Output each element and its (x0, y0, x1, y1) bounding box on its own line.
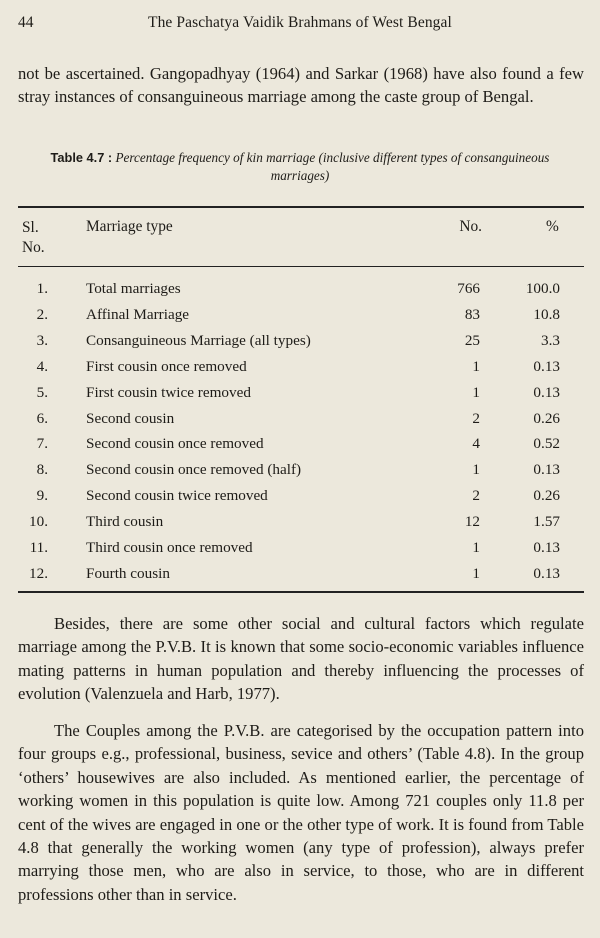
cell-sl: 8. (36, 461, 48, 479)
cell-number: 2 (472, 409, 480, 427)
table-caption-label: Table 4.7 : (50, 150, 113, 165)
cell-percent: 1.57 (533, 513, 560, 531)
table-row (18, 384, 584, 404)
table-header-rule (18, 266, 584, 267)
header-marriage-type: Marriage type (86, 218, 173, 235)
cell-percent: 0.52 (533, 435, 560, 453)
cell-number: 83 (464, 305, 480, 323)
cell-number: 1 (472, 564, 480, 582)
table-row (18, 461, 584, 481)
cell-marriage-type: Total marriages (86, 280, 181, 297)
cell-sl: 1. (36, 280, 48, 297)
table-row (18, 280, 584, 300)
table-row (18, 358, 584, 378)
cell-marriage-type: First cousin twice removed (86, 383, 251, 401)
cell-sl: 5. (36, 383, 48, 401)
table-row (18, 513, 584, 533)
cell-marriage-type: Third cousin (86, 513, 164, 531)
cell-marriage-type: Fourth cousin (86, 564, 170, 582)
cell-number: 766 (457, 280, 480, 297)
cell-marriage-type: Second cousin once removed (86, 435, 264, 453)
cell-sl: 11. (29, 539, 48, 556)
cell-marriage-type: Second cousin once removed (half) (86, 461, 302, 479)
cell-percent: 0.26 (533, 409, 560, 427)
cell-percent: 100.0 (525, 280, 560, 297)
table-caption-text: Percentage frequency of kin marriage (inclusive different types of consanguineous marriages) (115, 150, 550, 183)
cell-sl: 12. (29, 564, 48, 582)
cell-number: 1 (472, 383, 480, 401)
cell-marriage-type: Second cousin (86, 409, 175, 427)
cell-marriage-type: Affinal Marriage (86, 305, 190, 323)
cell-marriage-type: First cousin once removed (86, 357, 247, 375)
cell-number: 1 (472, 357, 480, 375)
running-header (18, 14, 580, 34)
cell-percent: 0.13 (533, 461, 560, 479)
table-row (18, 410, 584, 430)
header-number: No. (459, 218, 482, 235)
running-title: The Paschatya Vaidik Brahmans of West Bengal (148, 14, 452, 31)
cell-number: 2 (472, 487, 480, 505)
cell-sl: 7. (36, 435, 48, 453)
table-row (18, 306, 584, 326)
cell-percent: 0.13 (533, 564, 560, 582)
cell-number: 4 (472, 435, 480, 453)
cell-percent: 0.26 (533, 487, 560, 505)
page-number: 44 (18, 14, 34, 31)
cell-sl: 6. (36, 409, 48, 427)
cell-percent: 0.13 (533, 383, 560, 401)
table-row (18, 539, 584, 559)
cell-marriage-type: Consanguineous Marriage (all types) (86, 331, 311, 349)
cell-number: 12 (464, 513, 480, 531)
cell-number: 25 (464, 331, 480, 349)
table-row (18, 565, 584, 585)
cell-sl: 4. (36, 357, 48, 375)
cell-percent: 0.13 (533, 357, 560, 375)
paragraph-occupation: The Couples among the P.V.B. are categorised by the occupation pattern into four groups e.g., professional, business, sevice and others’ (Table 4.8). In the group ‘others’ housewives are also included. As mentioned earlier, the percentage of working women in this population is quite low. Among 721 couples only 11.8 per cent of the wives are engaged in one or the other type of work. It is found from Table 4.8 that generally the working women (any type of profession), always prefer marrying those men, who are also in service, to those, who are in different professions other than in service. (18, 721, 584, 904)
header-sl (22, 218, 45, 258)
cell-marriage-type: Second cousin twice removed (86, 487, 268, 505)
cell-sl: 9. (36, 487, 48, 505)
table-row (18, 435, 584, 455)
header-sl-line1: Sl. (22, 219, 39, 236)
table-caption (20, 149, 580, 184)
cell-marriage-type: Third cousin once removed (86, 539, 253, 556)
header-sl-line2: No. (22, 239, 45, 256)
cell-sl: 10. (29, 513, 48, 531)
paragraph-social-factors: Besides, there are some other social and cultural factors which regulate marriage among the P.V.B. It is known that some socio-economic variables influence mating patterns in human population and thereby influencing the processes of evolution (Valenzuela and Harb, 1977). (18, 614, 584, 704)
cell-percent: 10.8 (533, 305, 560, 323)
cell-number: 1 (472, 461, 480, 479)
cell-sl: 3. (36, 331, 48, 349)
table-bottom-rule (18, 591, 584, 593)
cell-sl: 2. (36, 305, 48, 323)
table-row (18, 332, 584, 352)
cell-percent: 3.3 (541, 331, 560, 349)
header-percent: % (546, 218, 559, 235)
table-top-rule (18, 206, 584, 208)
cell-number: 1 (472, 539, 480, 556)
table-row (18, 487, 584, 507)
cell-percent: 0.13 (533, 539, 560, 556)
paragraph-intro: not be ascertained. Gangopadhyay (1964) and Sarkar (1968) have also found a few stray instances of consanguineous marriage among the caste group of Bengal. (18, 64, 584, 107)
